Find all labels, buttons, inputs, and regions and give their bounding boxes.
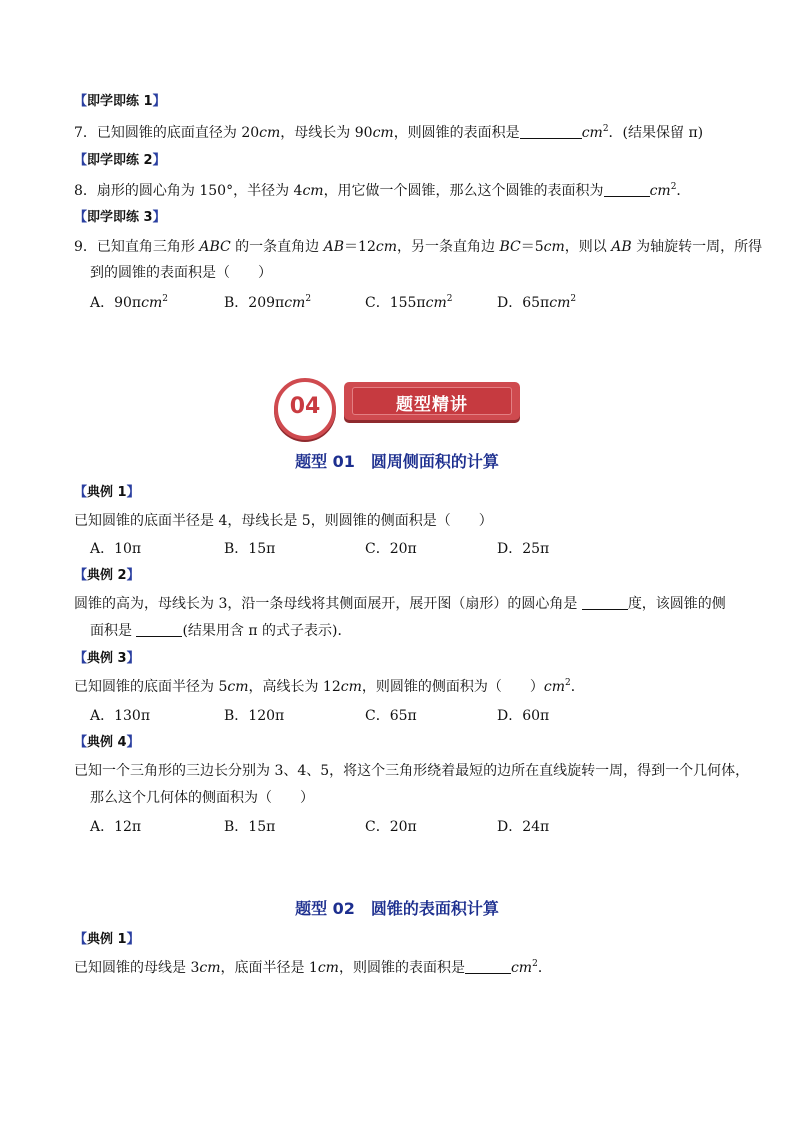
practice-question-8: 8．扇形的圆心角为 150°，半径为 4cm，用它做一个圆锥，那么这个圆锥的表面积为 $cm^2$． — [74, 182, 691, 199]
example-4-question-line2: 那么这个几何体的侧面积为（ ） — [90, 790, 314, 806]
section-banner — [272, 378, 524, 436]
example-label-1: 【典例 1】 — [74, 485, 140, 500]
option-d[interactable]: D．65πcm$^2$ — [497, 294, 577, 311]
example-label-2: 【典例 2】 — [74, 568, 140, 583]
answer-blank[interactable] — [604, 182, 650, 197]
example-1-question: 已知圆锥的母线是 3cm，底面半径是 1cm，则圆锥的表面积是 $cm^2$． — [74, 959, 552, 976]
answer-blank[interactable] — [136, 622, 182, 637]
practice-label-1: 【即学即练 1】 — [74, 94, 166, 109]
example-3-question: 已知圆锥的底面半径为 5cm，高线长为 12cm，则圆锥的侧面积为（ ）$cm^2$． — [74, 678, 585, 695]
section-heading-01: 题型 01 圆周侧面积的计算 — [295, 452, 499, 471]
practice-label-2: 【即学即练 2】 — [74, 153, 166, 168]
option-a[interactable]: A．130π — [90, 708, 151, 724]
example-1-question: 已知圆锥的底面半径是 4，母线长是 5，则圆锥的侧面积是（ ） — [74, 513, 493, 529]
practice-label-3: 【即学即练 3】 — [74, 210, 166, 225]
option-c[interactable]: C．20π — [365, 819, 417, 835]
answer-blank[interactable] — [520, 124, 582, 139]
example-4-question: 已知一个三角形的三边长分别为 3、4、5，将这个三角形绕着最短的边所在直线旋转一周，得到一个几何体， — [74, 763, 750, 779]
option-a[interactable]: A．12π — [90, 819, 142, 835]
example-2-question-line2: 面积是 (结果用含 π 的式子表示)． — [90, 623, 352, 639]
banner-bar — [344, 382, 520, 420]
practice-question-9: 9．已知直角三角形 ABC 的一条直角边 AB＝12cm，另一条直角边 BC＝5cm，则以 AB 为轴旋转一周，所得 — [74, 239, 763, 255]
answer-blank[interactable] — [582, 595, 628, 610]
option-b[interactable]: B．15π — [224, 819, 276, 835]
section-heading-02: 题型 02 圆锥的表面积计算 — [295, 899, 499, 918]
option-d[interactable]: D．24π — [497, 819, 550, 835]
practice-question-7: 7．已知圆锥的底面直径为 20cm，母线长为 90cm，则圆锥的表面积是 $cm^2$．(结果保留 π) — [74, 124, 704, 141]
option-a[interactable]: A．10π — [90, 541, 142, 557]
option-b[interactable]: B．209πcm$^2$ — [224, 294, 312, 311]
option-d[interactable]: D．25π — [497, 541, 550, 557]
option-c[interactable]: C．65π — [365, 708, 417, 724]
option-a[interactable]: A．90πcm$^2$ — [90, 294, 168, 311]
option-b[interactable]: B．120π — [224, 708, 285, 724]
option-c[interactable]: C．155πcm$^2$ — [365, 294, 453, 311]
answer-blank[interactable] — [465, 959, 511, 974]
banner-title: 题型精讲 — [396, 395, 468, 415]
option-b[interactable]: B．15π — [224, 541, 276, 557]
example-label-3: 【典例 3】 — [74, 651, 140, 666]
example-label-1: 【典例 1】 — [74, 932, 140, 947]
banner-number: 04 — [289, 394, 321, 419]
option-d[interactable]: D．60π — [497, 708, 550, 724]
example-label-4: 【典例 4】 — [74, 735, 140, 750]
option-c[interactable]: C．20π — [365, 541, 417, 557]
example-2-question: 圆锥的高为，母线长为 3，沿一条母线将其侧面展开，展开图（扇形）的圆心角是 度，该圆锥的侧 — [74, 596, 726, 612]
banner-number-badge — [274, 378, 336, 440]
practice-question-9-line2: 到的圆锥的表面积是（ ） — [90, 265, 272, 281]
